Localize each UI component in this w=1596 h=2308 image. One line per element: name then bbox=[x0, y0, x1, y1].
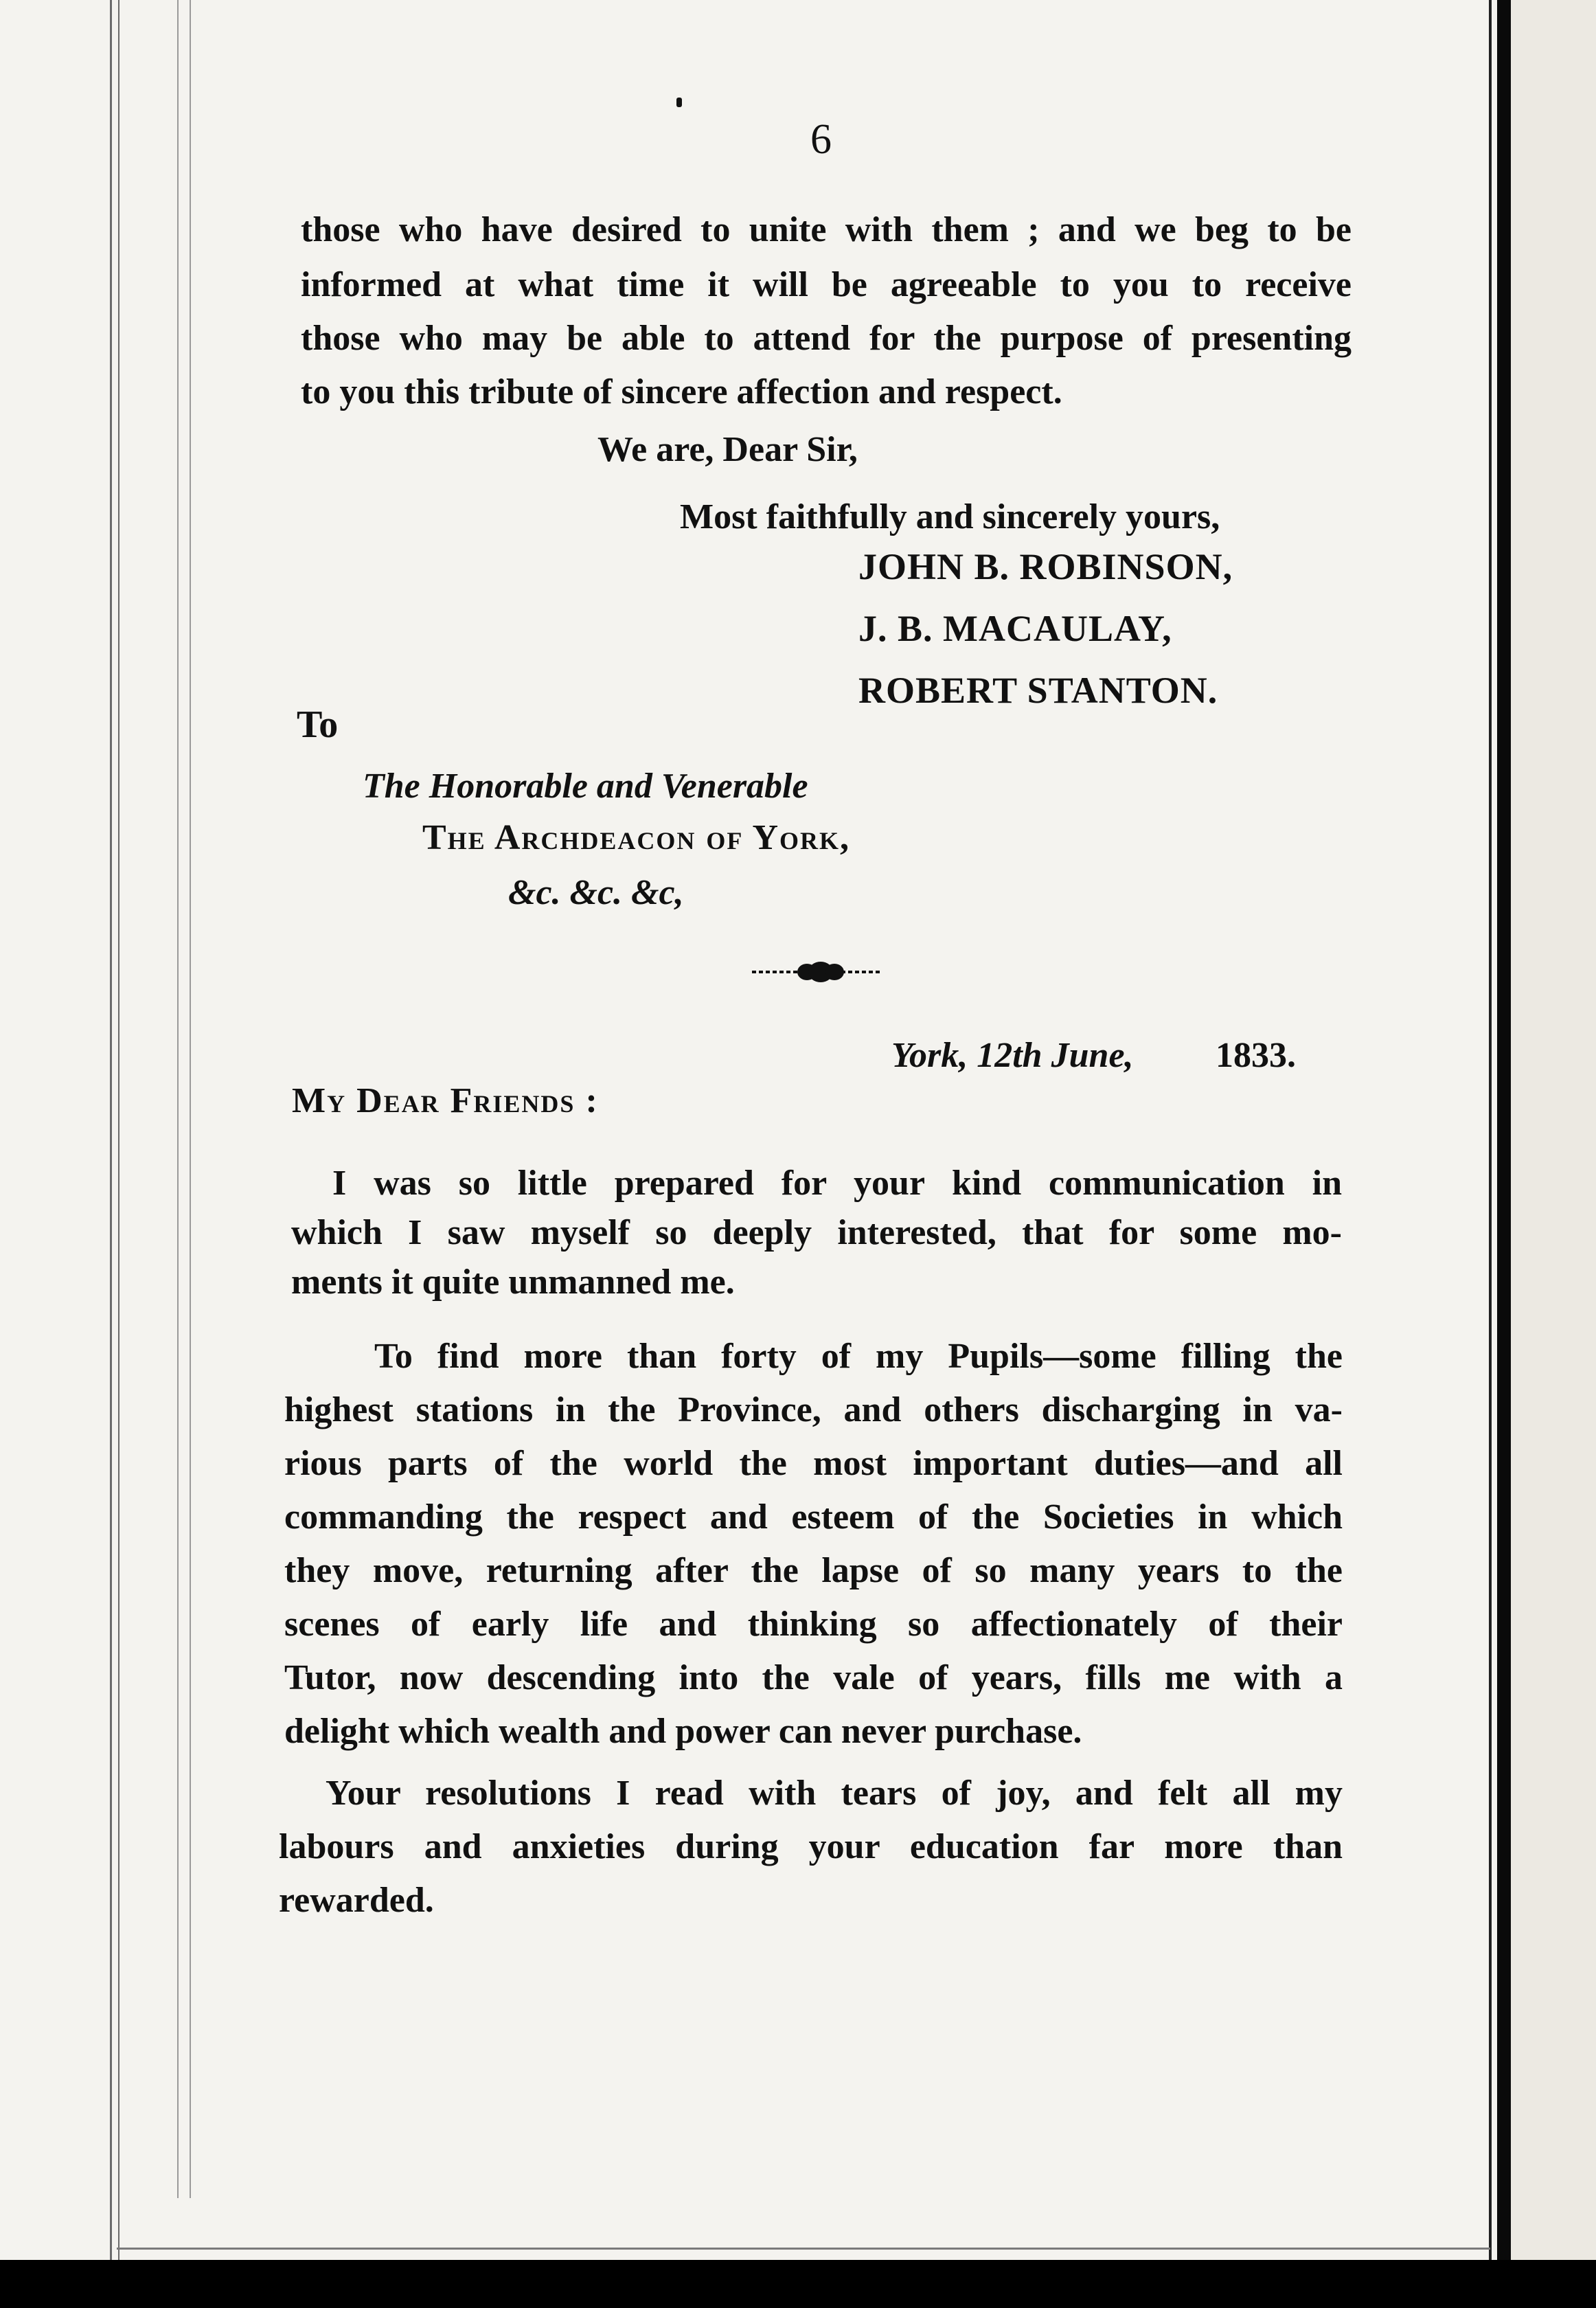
address-etc: &c. &c. &c, bbox=[508, 873, 684, 912]
closing: We are, Dear Sir, bbox=[597, 430, 858, 469]
address-recipient: The Archdeacon of York, bbox=[422, 818, 851, 857]
binding-line bbox=[177, 0, 179, 2198]
binding-line bbox=[110, 0, 112, 2274]
text-line: Tutor, now descending into the vale of years, fills me with a bbox=[284, 1658, 1343, 1697]
text-line: delight which wealth and power can never purchase. bbox=[284, 1712, 1082, 1751]
scan-border bbox=[0, 2260, 1596, 2308]
bottom-edge-line bbox=[117, 2248, 1490, 2250]
address-to: To bbox=[297, 703, 339, 746]
text-line: Your resolutions I read with tears of joy, and felt all my bbox=[326, 1774, 1343, 1813]
address-title: The Honorable and Venerable bbox=[363, 767, 808, 806]
page-edge-line bbox=[1489, 0, 1492, 2267]
text-line: rious parts of the world the most important duties—and all bbox=[284, 1444, 1343, 1483]
valediction: Most faithfully and sincerely yours, bbox=[680, 497, 1220, 536]
salutation: My Dear Friends : bbox=[292, 1081, 599, 1120]
text-line: those who may be able to attend for the purpose of presenting bbox=[301, 319, 1352, 358]
ornament-divider bbox=[749, 955, 886, 989]
ink-mark bbox=[676, 98, 682, 107]
text-line: to you this tribute of sincere affection and respect. bbox=[301, 372, 1062, 411]
dateline-place: York, 12th June, bbox=[891, 1036, 1134, 1075]
binding-line bbox=[118, 0, 119, 2274]
text-line: scenes of early life and thinking so affectionately of their bbox=[284, 1605, 1343, 1644]
text-line: rewarded. bbox=[279, 1881, 434, 1920]
text-line: ments it quite unmanned me. bbox=[291, 1263, 735, 1302]
text-line: which I saw myself so deeply interested, that for some mo- bbox=[291, 1213, 1342, 1252]
text-line: they move, returning after the lapse of so many years to the bbox=[284, 1551, 1343, 1590]
binding-line bbox=[190, 0, 191, 2198]
text-line: To find more than forty of my Pupils—some filling the bbox=[374, 1337, 1343, 1376]
text-line: informed at what time it will be agreeable to you to receive bbox=[301, 265, 1352, 304]
signatory-name: JOHN B. ROBINSON, bbox=[858, 546, 1233, 587]
text-line: highest stations in the Province, and others discharging in va- bbox=[284, 1390, 1343, 1429]
page-number: 6 bbox=[810, 116, 832, 163]
text-line: I was so little prepared for your kind communication in bbox=[332, 1164, 1342, 1203]
facing-page-margin bbox=[1511, 0, 1596, 2267]
page-edge bbox=[1497, 0, 1511, 2287]
signatory-name: J. B. MACAULAY, bbox=[858, 608, 1172, 649]
text-line: those who have desired to unite with them ; and we beg to be bbox=[301, 210, 1352, 249]
text-line: commanding the respect and esteem of the Societies in which bbox=[284, 1497, 1343, 1537]
signatory-name: ROBERT STANTON. bbox=[858, 670, 1218, 711]
text-line: labours and anxieties during your education far more than bbox=[279, 1827, 1343, 1866]
dateline-year: 1833. bbox=[1216, 1036, 1296, 1075]
